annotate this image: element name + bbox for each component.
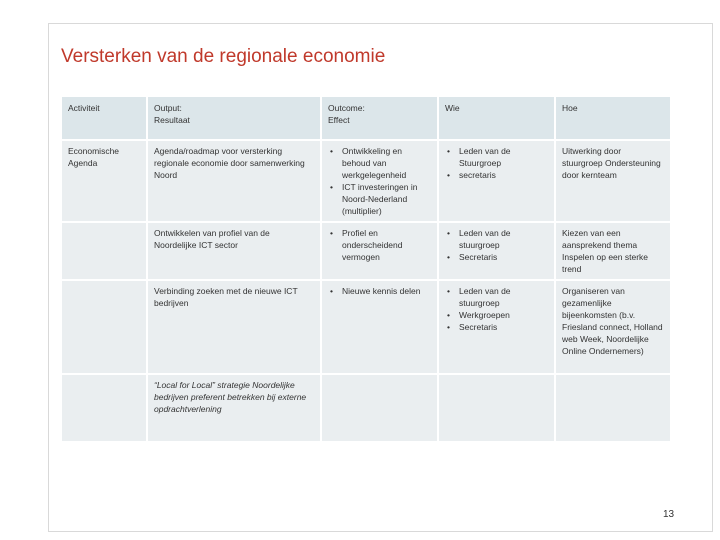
slide-title: Versterken van de regionale economie bbox=[61, 46, 386, 67]
activity-table bbox=[60, 95, 672, 443]
who-item: • Leden van de stuurgroep bbox=[445, 285, 548, 309]
cell-who bbox=[439, 223, 554, 279]
header-wie: Wie bbox=[439, 97, 554, 139]
cell-output: “Local for Local” strategie Noordelijke bedrijven preferent betrekken bij externe opdrachtverlening bbox=[148, 375, 320, 441]
header-output: Output: Resultaat bbox=[148, 97, 320, 139]
header-activiteit: Activiteit bbox=[62, 97, 146, 139]
cell-outcome bbox=[322, 375, 437, 441]
cell-activity bbox=[62, 281, 146, 373]
cell-outcome bbox=[322, 281, 437, 373]
cell-activity bbox=[62, 375, 146, 441]
cell-output: Ontwikkelen van profiel van de Noordelijke ICT sector bbox=[148, 223, 320, 279]
page-number: 13 bbox=[663, 509, 675, 520]
cell-who bbox=[439, 141, 554, 221]
cell-how: Kiezen van een aansprekend thema Inspelen op een sterke trend bbox=[556, 223, 670, 279]
cell-activity bbox=[62, 223, 146, 279]
table-header-row bbox=[62, 97, 670, 139]
cell-how: Organiseren van gezamenlijke bijeenkomsten (b.v. Friesland connect, Holland web Week, Noordelijke Online Ondernemers) bbox=[556, 281, 670, 373]
cell-who bbox=[439, 375, 554, 441]
table-row bbox=[62, 375, 670, 441]
outcome-item: • ICT investeringen in Noord-Nederland (multiplier) bbox=[328, 181, 431, 217]
cell-outcome bbox=[322, 223, 437, 279]
outcome-item: • Profiel en onderscheidend vermogen bbox=[328, 227, 431, 263]
table-row bbox=[62, 223, 670, 279]
cell-activity: Economische Agenda bbox=[62, 141, 146, 221]
header-outcome: Outcome: Effect bbox=[322, 97, 437, 139]
outcome-item: • Nieuwe kennis delen bbox=[328, 285, 431, 297]
header-hoe: Hoe bbox=[556, 97, 670, 139]
who-item: • Leden van de Stuurgroep bbox=[445, 145, 548, 169]
who-item: • secretaris bbox=[445, 169, 548, 181]
cell-how: Uitwerking door stuurgroep Ondersteuning door kernteam bbox=[556, 141, 670, 221]
outcome-item: • Ontwikkeling en behoud van werkgelegenheid bbox=[328, 145, 431, 181]
who-item: • Secretaris bbox=[445, 321, 548, 333]
table-row bbox=[62, 141, 670, 221]
who-item: • Secretaris bbox=[445, 251, 548, 263]
table-row bbox=[62, 281, 670, 373]
who-item: • Leden van de stuurgroep bbox=[445, 227, 548, 251]
cell-output: Verbinding zoeken met de nieuwe ICT bedrijven bbox=[148, 281, 320, 373]
cell-how bbox=[556, 375, 670, 441]
cell-outcome bbox=[322, 141, 437, 221]
cell-who bbox=[439, 281, 554, 373]
who-item: • Werkgroepen bbox=[445, 309, 548, 321]
cell-output: Agenda/roadmap voor versterking regionale economie door samenwerking Noord bbox=[148, 141, 320, 221]
